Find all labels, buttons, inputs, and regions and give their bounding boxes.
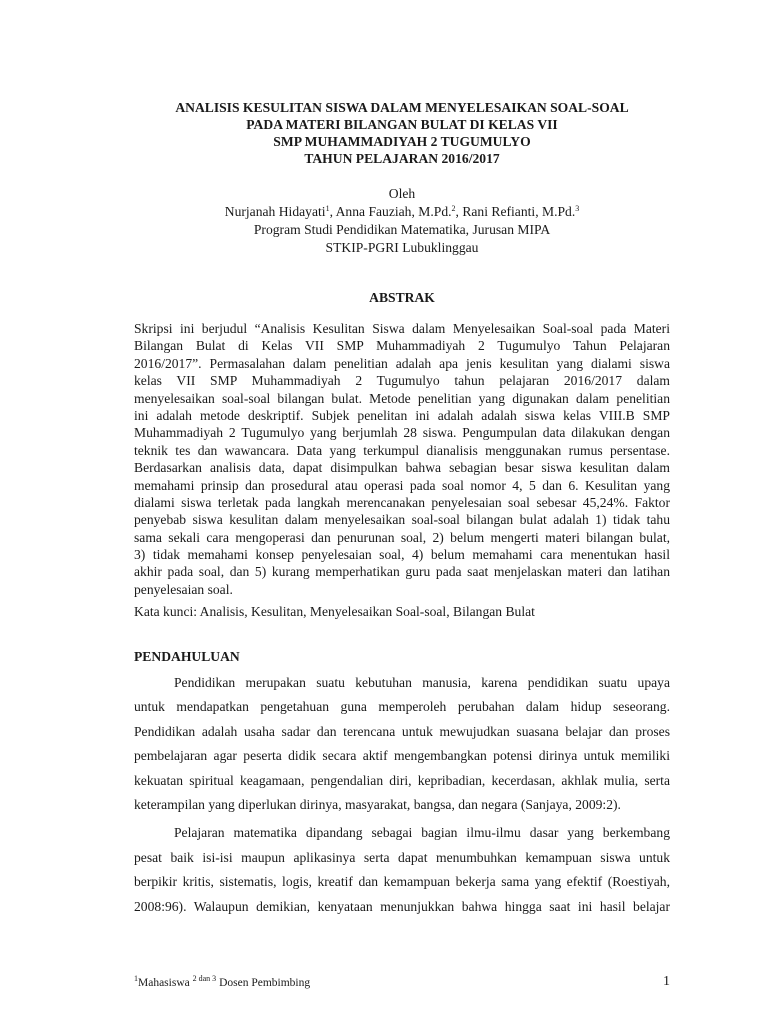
paper-title — [134, 99, 670, 167]
body-line: untuk mendapatkan pengetahuan guna memperoleh perubahan dalam hidup seseorang. — [134, 699, 670, 715]
body-line: kekuatan spiritual keagamaan, pengendalian diri, kepribadian, kecerdasan, akhlak mulia, serta — [134, 772, 670, 788]
abstract-heading: ABSTRAK — [369, 290, 435, 305]
footnote — [134, 975, 310, 991]
abstract-line: dialami siswa terletak pada langkah merencanakan penyelesaian soal sebesar 45,24%. Faktor — [134, 494, 670, 510]
abstract-line: memahami prinsip dan prosedural atau operasi pada soal nomor 4, 5 dan 6. Kesulitan yang — [134, 477, 670, 493]
body-line: Pendidikan merupakan suatu kebutuhan manusia, karena pendidikan suatu upaya — [174, 675, 670, 690]
abstract-line: 3) tidak memahami konsep penyelesaian soal, 4) belum memahami cara menentukan hasil — [134, 547, 670, 563]
page-number: 1 — [663, 974, 670, 989]
abstract-line: teknik tes dan wawancara. Data yang terkumpul dianalisis menggunakan rumus persentase. — [134, 442, 670, 458]
body-line: pesat baik isi-isi maupun aplikasinya serta dapat menumbuhkan kemampuan siswa untuk — [134, 849, 670, 865]
author-list — [134, 203, 670, 221]
section-heading-introduction: PENDAHULUAN — [134, 649, 240, 664]
abstract-line: Skripsi ini berjudul “Analisis Kesulitan Siswa dalam Menyelesaikan Soal-soal pada Materi — [134, 321, 670, 336]
oleh-label: Oleh — [388, 186, 416, 201]
author-separator: , — [455, 204, 463, 219]
abstract-line: Berdasarkan analisis data, dapat disimpulkan bahwa sebagian besar siswa kesulitan dalam — [134, 460, 670, 476]
introduction-body — [134, 671, 670, 919]
body-line: Pelajaran matematika dipandang sebagai bagian ilmu-ilmu dasar yang berkembang — [174, 825, 670, 841]
author-name: Anna Fauziah, M.Pd. — [335, 204, 452, 219]
keywords: Kata kunci: Analisis, Kesulitan, Menyelesaikan Soal-soal, Bilangan Bulat — [134, 604, 535, 619]
abstract-line: 2016/2017”. Permasalahan dalam penelitian adalah apa jenis kesulitan yang dialami siswa — [134, 355, 670, 371]
abstract-line: penyebab siswa kesulitan dalam menyelesaikan soal-soal bilangan bulat adalah 1) tidak tahu — [134, 512, 670, 528]
abstract-line: menyelesaikan soal-soal bilangan bulat. Metode penelitian yang digunakan dalam penelitian — [134, 390, 670, 406]
title-line: PADA MATERI BILANGAN BULAT DI KELAS VII — [246, 117, 558, 132]
abstract-line: kelas VII SMP Muhammadiyah 2 Tugumulyo tahun pelajaran 2016/2017 dalam — [134, 373, 670, 389]
body-line: Pendidikan adalah usaha sadar dan terencana untuk mewujudkan suasana belajar dan proses — [134, 723, 670, 739]
abstract-line: penyelesaian soal. — [134, 581, 233, 597]
body-line: 2008:96). Walaupun demikian, kenyataan menunjukkan bahwa hingga saat ini hasil belajar — [134, 898, 670, 914]
title-line: TAHUN PELAJARAN 2016/2017 — [304, 151, 500, 166]
body-line: berpikir kritis, sistematis, logis, kreatif dan kemampuan bekerja sama yang efektif (Roestiyah, — [134, 874, 670, 890]
byline — [134, 185, 670, 257]
abstract-line: akhir pada soal, dan 5) kurang memperhatikan guru pada saat menjelaskan materi dan latihan — [134, 564, 670, 580]
footnote-text: Dosen Pembimbing — [216, 977, 311, 989]
footnote-sup: 1 — [134, 974, 138, 983]
footnote-text: Mahasiswa — [138, 977, 193, 989]
abstract-body — [134, 320, 670, 598]
abstract-line: ini adalah metode deskriptif. Subjek penelitan ini adalah adalah siswa kelas VIII.B SMP — [134, 407, 670, 423]
institution-name: STKIP-PGRI Lubuklinggau — [325, 240, 479, 255]
abstract-line: sama sekali cara mengoperasi dan penurunan soal, 2) belum mengerti materi bilangan bulat, — [134, 529, 670, 545]
author-sup: 3 — [575, 204, 580, 213]
author-sup: 1 — [325, 204, 330, 213]
body-line: keterampilan yang diperlukan dirinya, masyarakat, bangsa, dan negara (Sanjaya, 2009:2). — [134, 796, 621, 812]
author-separator: , — [329, 204, 336, 219]
abstract-line: Muhammadiyah 2 Tugumulyo yang berjumlah 28 siswa. Pengumpulan data dilakukan dengan — [134, 425, 670, 441]
author-name: Nurjanah Hidayati — [224, 204, 326, 219]
title-line: SMP MUHAMMADIYAH 2 TUGUMULYO — [273, 134, 531, 149]
author-sup: 2 — [451, 204, 456, 213]
abstract-line: Bilangan Bulat di Kelas VII SMP Muhammadiyah 2 Tugumulyo Tahun Pelajaran — [134, 338, 670, 354]
body-line: pembelajaran agar peserta didik secara aktif mengembangkan potensi dirinya untuk memiliki — [134, 748, 670, 764]
program-name: Program Studi Pendidikan Matematika, Jurusan MIPA — [253, 222, 551, 237]
title-line: ANALISIS KESULITAN SISWA DALAM MENYELESAIKAN SOAL-SOAL — [175, 100, 629, 115]
author-name: Rani Refianti, M.Pd. — [462, 204, 576, 219]
footnote-sup: 2 dan 3 — [192, 974, 217, 983]
